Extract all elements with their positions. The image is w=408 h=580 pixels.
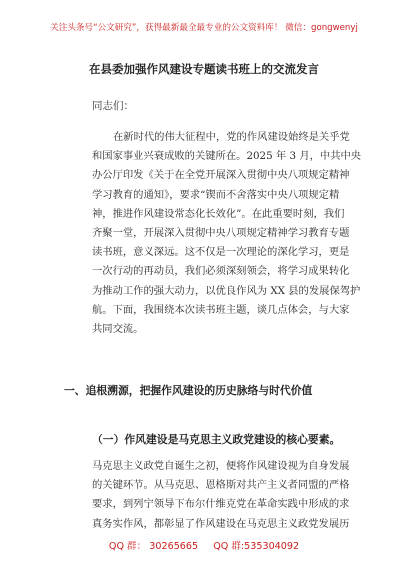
document-title: 在县委加强作风建设专题读书班上的交流发言 <box>89 62 319 76</box>
paragraph-line: 的关键环节。从马克思、恩格斯对共产主义者同盟的严格 <box>92 479 350 492</box>
section-paragraph <box>92 457 350 534</box>
paragraph-line: 读书班，意义深远。这不仅是一次理论的深化学习，更是 <box>92 246 350 259</box>
paragraph-line: 要求，到列宁领导下布尔什维克党在革命实践中形成的求 <box>92 498 350 511</box>
paragraph-line: 为推动工作的强大动力，以优良作风为 XX 县的发展保驾护 <box>92 284 361 297</box>
paragraph-line: 学习教育的通知》，要求“锲而不舍落实中央八项规定精 <box>92 188 340 201</box>
footer-contact <box>0 538 408 552</box>
paragraph-line: 齐聚一堂，开展深入贯彻中央八项规定精神学习教育专题 <box>92 227 350 240</box>
paragraph-line: 办公厅印发《关于在全党开展深入贯彻中央八项规定精神 <box>92 169 350 182</box>
paragraph-line: 神，推进作风建设常态化长效化”。在此重要时刻，我们 <box>92 207 345 220</box>
paragraph-line: 在新时代的伟大征程中，党的作风建设始终是关乎党 <box>113 131 350 143</box>
intro-paragraph <box>92 128 362 339</box>
subsection-heading: （一）作风建设是马克思主义政党建设的核心要素。 <box>92 433 341 446</box>
paragraph-line: 真务实作风，都彰显了作风建设在马克思主义政党发展历 <box>92 517 350 530</box>
paragraph-line: 共同交流。 <box>92 323 144 336</box>
qq-group-2: QQ 群:535304092 <box>213 541 300 552</box>
section-heading: 一、追根溯源，把握作风建设的历史脉络与时代价值 <box>64 384 313 397</box>
paragraph-line: 马克思主义政党自诞生之初，便将作风建设视为自身发展 <box>92 460 350 472</box>
salutation: 同志们： <box>92 100 134 112</box>
promo-banner: 关注头条号“公文研究”，获得最新最全最专业的公文资料库！ 微信：gongwenyj <box>50 23 358 33</box>
paragraph-line: 和国家事业兴衰成败的关键所在。2025 年 3 月，中共中央 <box>92 150 362 163</box>
qq-group-1: QQ 群： 30265665 <box>108 541 199 552</box>
paragraph-line: 航。下面，我围绕本次读书班主题，谈几点体会，与大家 <box>92 303 350 316</box>
paragraph-line: 一次行动的再动员，我们必须深刻领会，将学习成果转化 <box>92 265 350 278</box>
